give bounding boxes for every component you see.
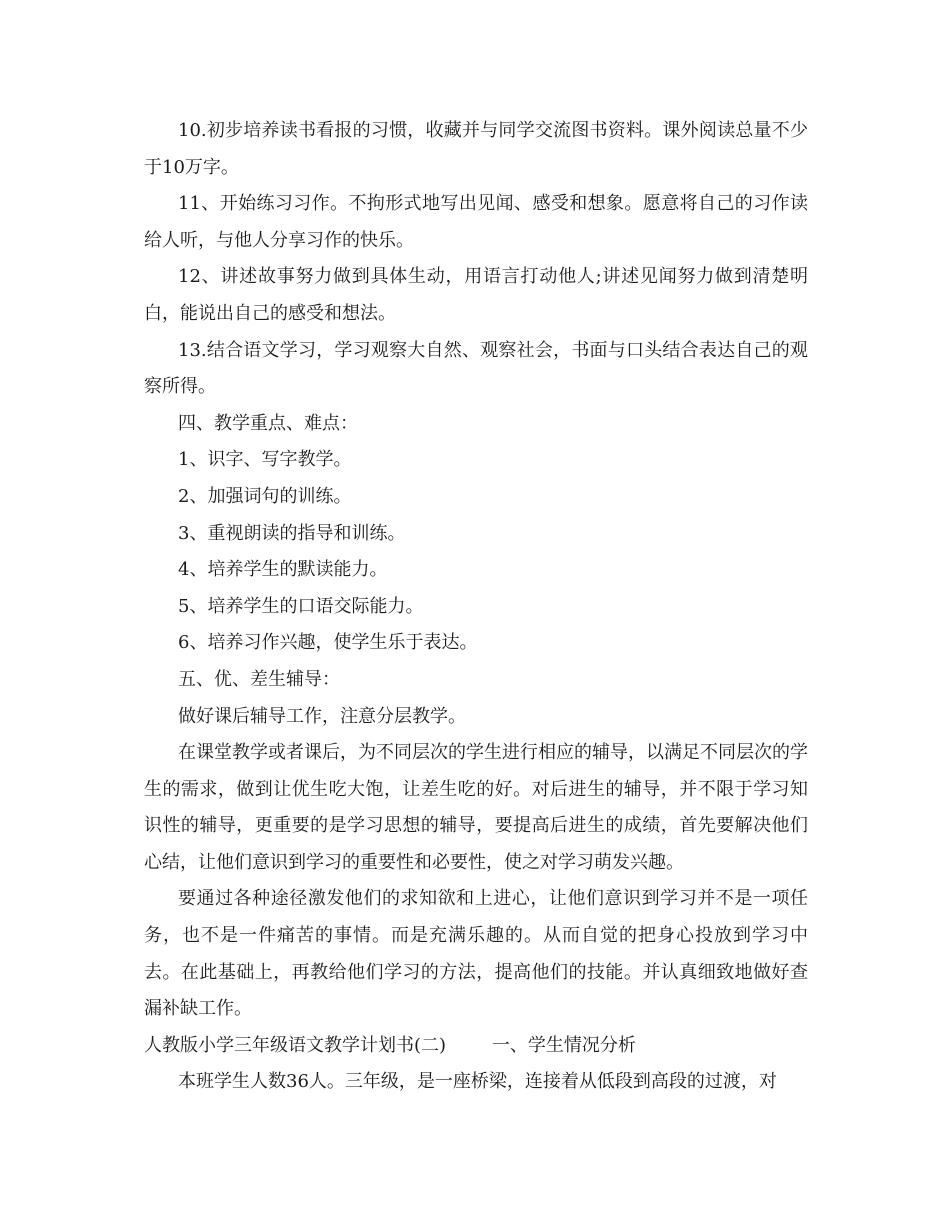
list-item: 3、重视朗读的指导和训练。 bbox=[178, 522, 406, 544]
document-body bbox=[144, 113, 808, 1101]
paragraph-observation: 13.结合语文学习，学习观察大自然、观察社会，书面与口头结合表达自己的观察所得。 bbox=[144, 339, 808, 398]
paragraph-layered-tutoring: 在课堂教学或者课后，为不同层次的学生进行相应的辅导，以满足不同层次的学生的需求，做到让优生吃大饱，让差生吃的好。对后进生的辅导，并不限于学习知识性的辅导，更重要的是学习思想的辅导，要提高后进生的成绩，首先要解决他们心结，让他们意识到学习的重要性和必要性，使之对学习萌发兴趣。 bbox=[144, 742, 808, 873]
plan-title-line bbox=[144, 1028, 808, 1065]
paragraph-class-intro: 本班学生人数36人。三年级，是一座桥梁，连接着从低段到高段的过渡，对 bbox=[178, 1071, 777, 1093]
section-heading-tutoring: 五、优、差生辅导： bbox=[178, 668, 340, 690]
paragraph-writing-practice: 11、开始练习习作。不拘形式地写出见闻、感受和想象。愿意将自己的习作读给人听，与他人分享习作的快乐。 bbox=[144, 193, 808, 251]
paragraph-reading-habit: 10.初步培养读书看报的习惯，收藏并与同学交流图书资料。课外阅读总量不少于10万字。 bbox=[144, 120, 808, 178]
section-heading-student-analysis: 一、学生情况分析 bbox=[491, 1034, 636, 1056]
list-item: 1、识字、写字教学。 bbox=[178, 449, 352, 471]
list-item: 4、培养学生的默读能力。 bbox=[178, 559, 388, 581]
plan-title: 人教版小学三年级语文教学计划书(二) bbox=[144, 1034, 447, 1056]
section-heading-key-points: 四、教学重点、难点： bbox=[178, 412, 358, 434]
paragraph-motivation: 要通过各种途径激发他们的求知欲和上进心，让他们意识到学习并不是一项任务，也不是一件痛苦的事情。而是充满乐趣的。从而自觉的把身心投放到学习中去。在此基础上，再教给他们学习的方法，提高他们的技能。并认真细致地做好查漏补缺工作。 bbox=[144, 888, 808, 1020]
list-item: 2、加强词句的训练。 bbox=[178, 485, 352, 507]
list-item: 6、培养习作兴趣，使学生乐于表达。 bbox=[178, 632, 478, 654]
paragraph-after-class: 做好课后辅导工作，注意分层教学。 bbox=[178, 705, 466, 727]
list-item: 5、培养学生的口语交际能力。 bbox=[178, 595, 424, 617]
paragraph-storytelling: 12、讲述故事努力做到具体生动，用语言打动他人;讲述见闻努力做到清楚明白，能说出自己的感受和想法。 bbox=[144, 266, 808, 324]
